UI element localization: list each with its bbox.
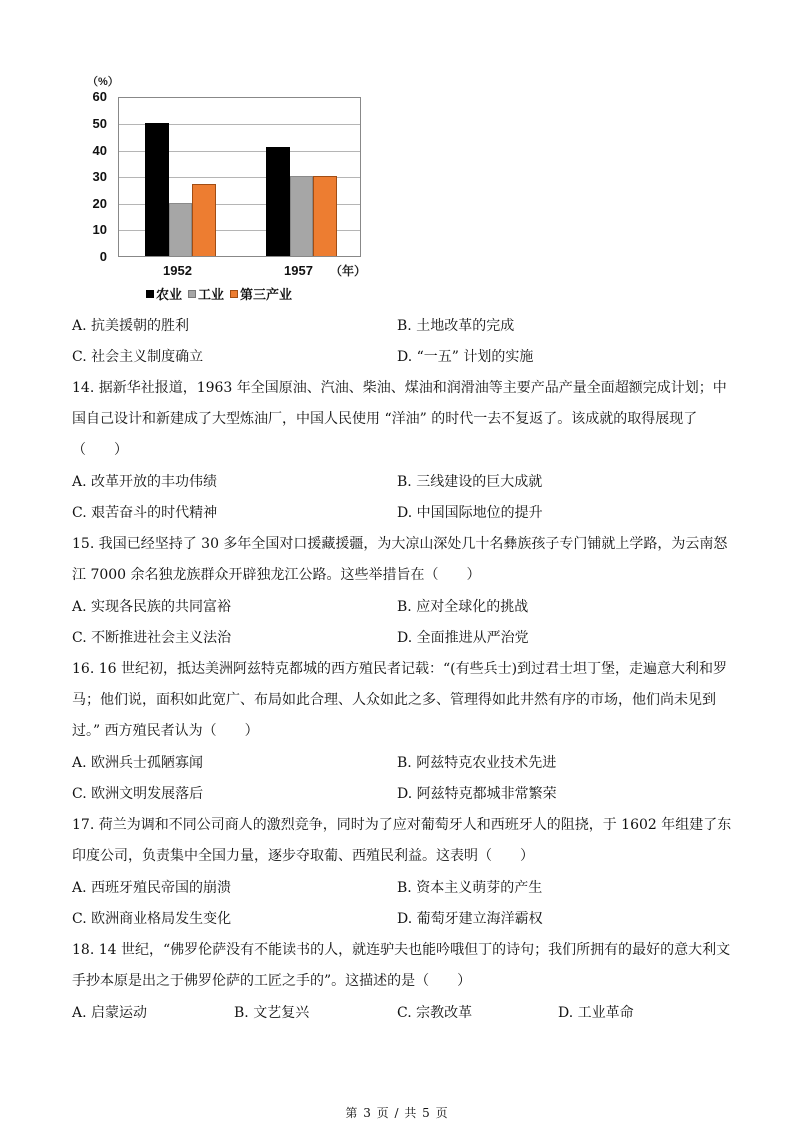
q18-stem-line: 手抄本原是出之于佛罗伦萨的工匠之手的”。这描述的是（ ） xyxy=(72,973,472,989)
legend-swatch-icon xyxy=(230,290,238,298)
q15-option-d: D. 全面推进从严治党 xyxy=(397,630,529,646)
bar-1952-工业 xyxy=(169,203,193,256)
bar-1957-工业 xyxy=(290,176,314,256)
bar-1957-农业 xyxy=(266,147,290,256)
q14-option-a: A. 改革开放的丰功伟绩 xyxy=(72,474,218,490)
q17-option-a: A. 西班牙殖民帝国的崩溃 xyxy=(72,880,232,896)
legend-swatch-icon xyxy=(146,290,154,298)
x-axis-unit: （年） xyxy=(330,264,367,278)
q16-stem-line: 马；他们说，面积如此宽广、布局如此合理、人众如此之多、管理得如此井然有序的市场，他们尚未见到 xyxy=(72,692,716,708)
q17-option-b: B. 资本主义萌芽的产生 xyxy=(397,880,543,896)
q17-stem-line: 印度公司，负责集中全国力量，逐步夺取葡、西殖民利益。这表明（ ） xyxy=(72,848,534,864)
legend-item xyxy=(188,284,224,303)
q16-stem-line: 16. 16 世纪初，抵达美洲阿兹特克都城的西方殖民者记载：“(有些兵士)到过君士坦丁堡，走遍意大利和罗 xyxy=(72,661,728,677)
q16-option-c: C. 欧洲文明发展落后 xyxy=(72,786,204,802)
x-category-label: 1957 xyxy=(284,263,313,278)
q17-option-d: D. 葡萄牙建立海洋霸权 xyxy=(397,911,543,927)
q16-option-a: A. 欧洲兵士孤陋寡闻 xyxy=(72,755,204,771)
y-tick: 40 xyxy=(92,143,107,158)
q14-answer-blank: （ ） xyxy=(72,442,128,458)
legend-label: 工业 xyxy=(198,287,225,302)
q18-stem-line: 18. 14 世纪，“佛罗伦萨没有不能读书的人，就连驴夫也能吟哦但丁的诗句；我们所拥有的最好的意大利文 xyxy=(72,942,731,958)
q14-stem-line: 国自己设计和新建成了大型炼油厂，中国人民使用 “洋油” 的时代一去不复返了。该成就的取得展现了 xyxy=(72,411,698,427)
q15-option-a: A. 实现各民族的共同富裕 xyxy=(72,599,232,615)
bar-1952-第三产业 xyxy=(192,184,216,256)
q18-option-b: B. 文艺复兴 xyxy=(234,1005,310,1021)
q13-option-d: D. “一五” 计划的实施 xyxy=(397,349,534,365)
y-tick: 60 xyxy=(92,89,107,104)
q14-option-d: D. 中国国际地位的提升 xyxy=(397,505,543,521)
q18-option-d: D. 工业革命 xyxy=(558,1005,634,1021)
q16-option-d: D. 阿兹特克都城非常繁荣 xyxy=(397,786,557,802)
q15-stem-line: 江 7000 余名独龙族群众开辟独龙江公路。这些举措旨在（ ） xyxy=(72,567,481,583)
q16-stem-line: 过。” 西方殖民者认为（ ） xyxy=(72,723,259,739)
q18-option-c: C. 宗教改革 xyxy=(397,1005,473,1021)
bar-1957-第三产业 xyxy=(313,176,337,256)
sector-share-bar-chart xyxy=(0,0,400,310)
legend-label: 农业 xyxy=(156,287,183,302)
y-axis-unit: （%） xyxy=(87,76,119,88)
y-tick: 30 xyxy=(92,169,107,184)
q15-option-c: C. 不断推进社会主义法治 xyxy=(72,630,232,646)
legend-swatch-icon xyxy=(188,290,196,298)
q15-option-b: B. 应对全球化的挑战 xyxy=(397,599,529,615)
q17-option-c: C. 欧洲商业格局发生变化 xyxy=(72,911,232,927)
chart-legend xyxy=(146,284,292,303)
q16-option-b: B. 阿兹特克农业技术先进 xyxy=(397,755,557,771)
q15-stem-line: 15. 我国已经坚持了 30 多年全国对口援藏援疆，为大凉山深处几十名彝族孩子专门铺就上学路，为云南怒 xyxy=(72,536,728,552)
q14-option-b: B. 三线建设的巨大成就 xyxy=(397,474,543,490)
x-category-label: 1952 xyxy=(163,263,192,278)
page-number: 第 3 页 / 共 5 页 xyxy=(345,1106,448,1120)
legend-item xyxy=(146,284,182,303)
q18-option-a: A. 启蒙运动 xyxy=(72,1005,148,1021)
q17-stem-line: 17. 荷兰为调和不同公司商人的激烈竞争，同时为了应对葡萄牙人和西班牙人的阻挠，于 1602 年组建了东 xyxy=(72,817,732,833)
q13-option-c: C. 社会主义制度确立 xyxy=(72,349,204,365)
y-tick: 10 xyxy=(92,222,107,237)
y-tick: 0 xyxy=(99,249,107,264)
legend-label: 第三产业 xyxy=(240,287,293,302)
y-tick: 20 xyxy=(92,196,107,211)
q13-option-a: A. 抗美援朝的胜利 xyxy=(72,318,190,334)
y-tick: 50 xyxy=(92,116,107,131)
q13-option-b: B. 土地改革的完成 xyxy=(397,318,515,334)
legend-item xyxy=(230,284,292,303)
q14-option-c: C. 艰苦奋斗的时代精神 xyxy=(72,505,218,521)
q14-stem-line: 14. 据新华社报道，1963 年全国原油、汽油、柴油、煤油和润滑油等主要产品产量全面超额完成计划；中 xyxy=(72,380,727,396)
bar-1952-农业 xyxy=(145,123,169,256)
plot-area xyxy=(118,97,361,257)
